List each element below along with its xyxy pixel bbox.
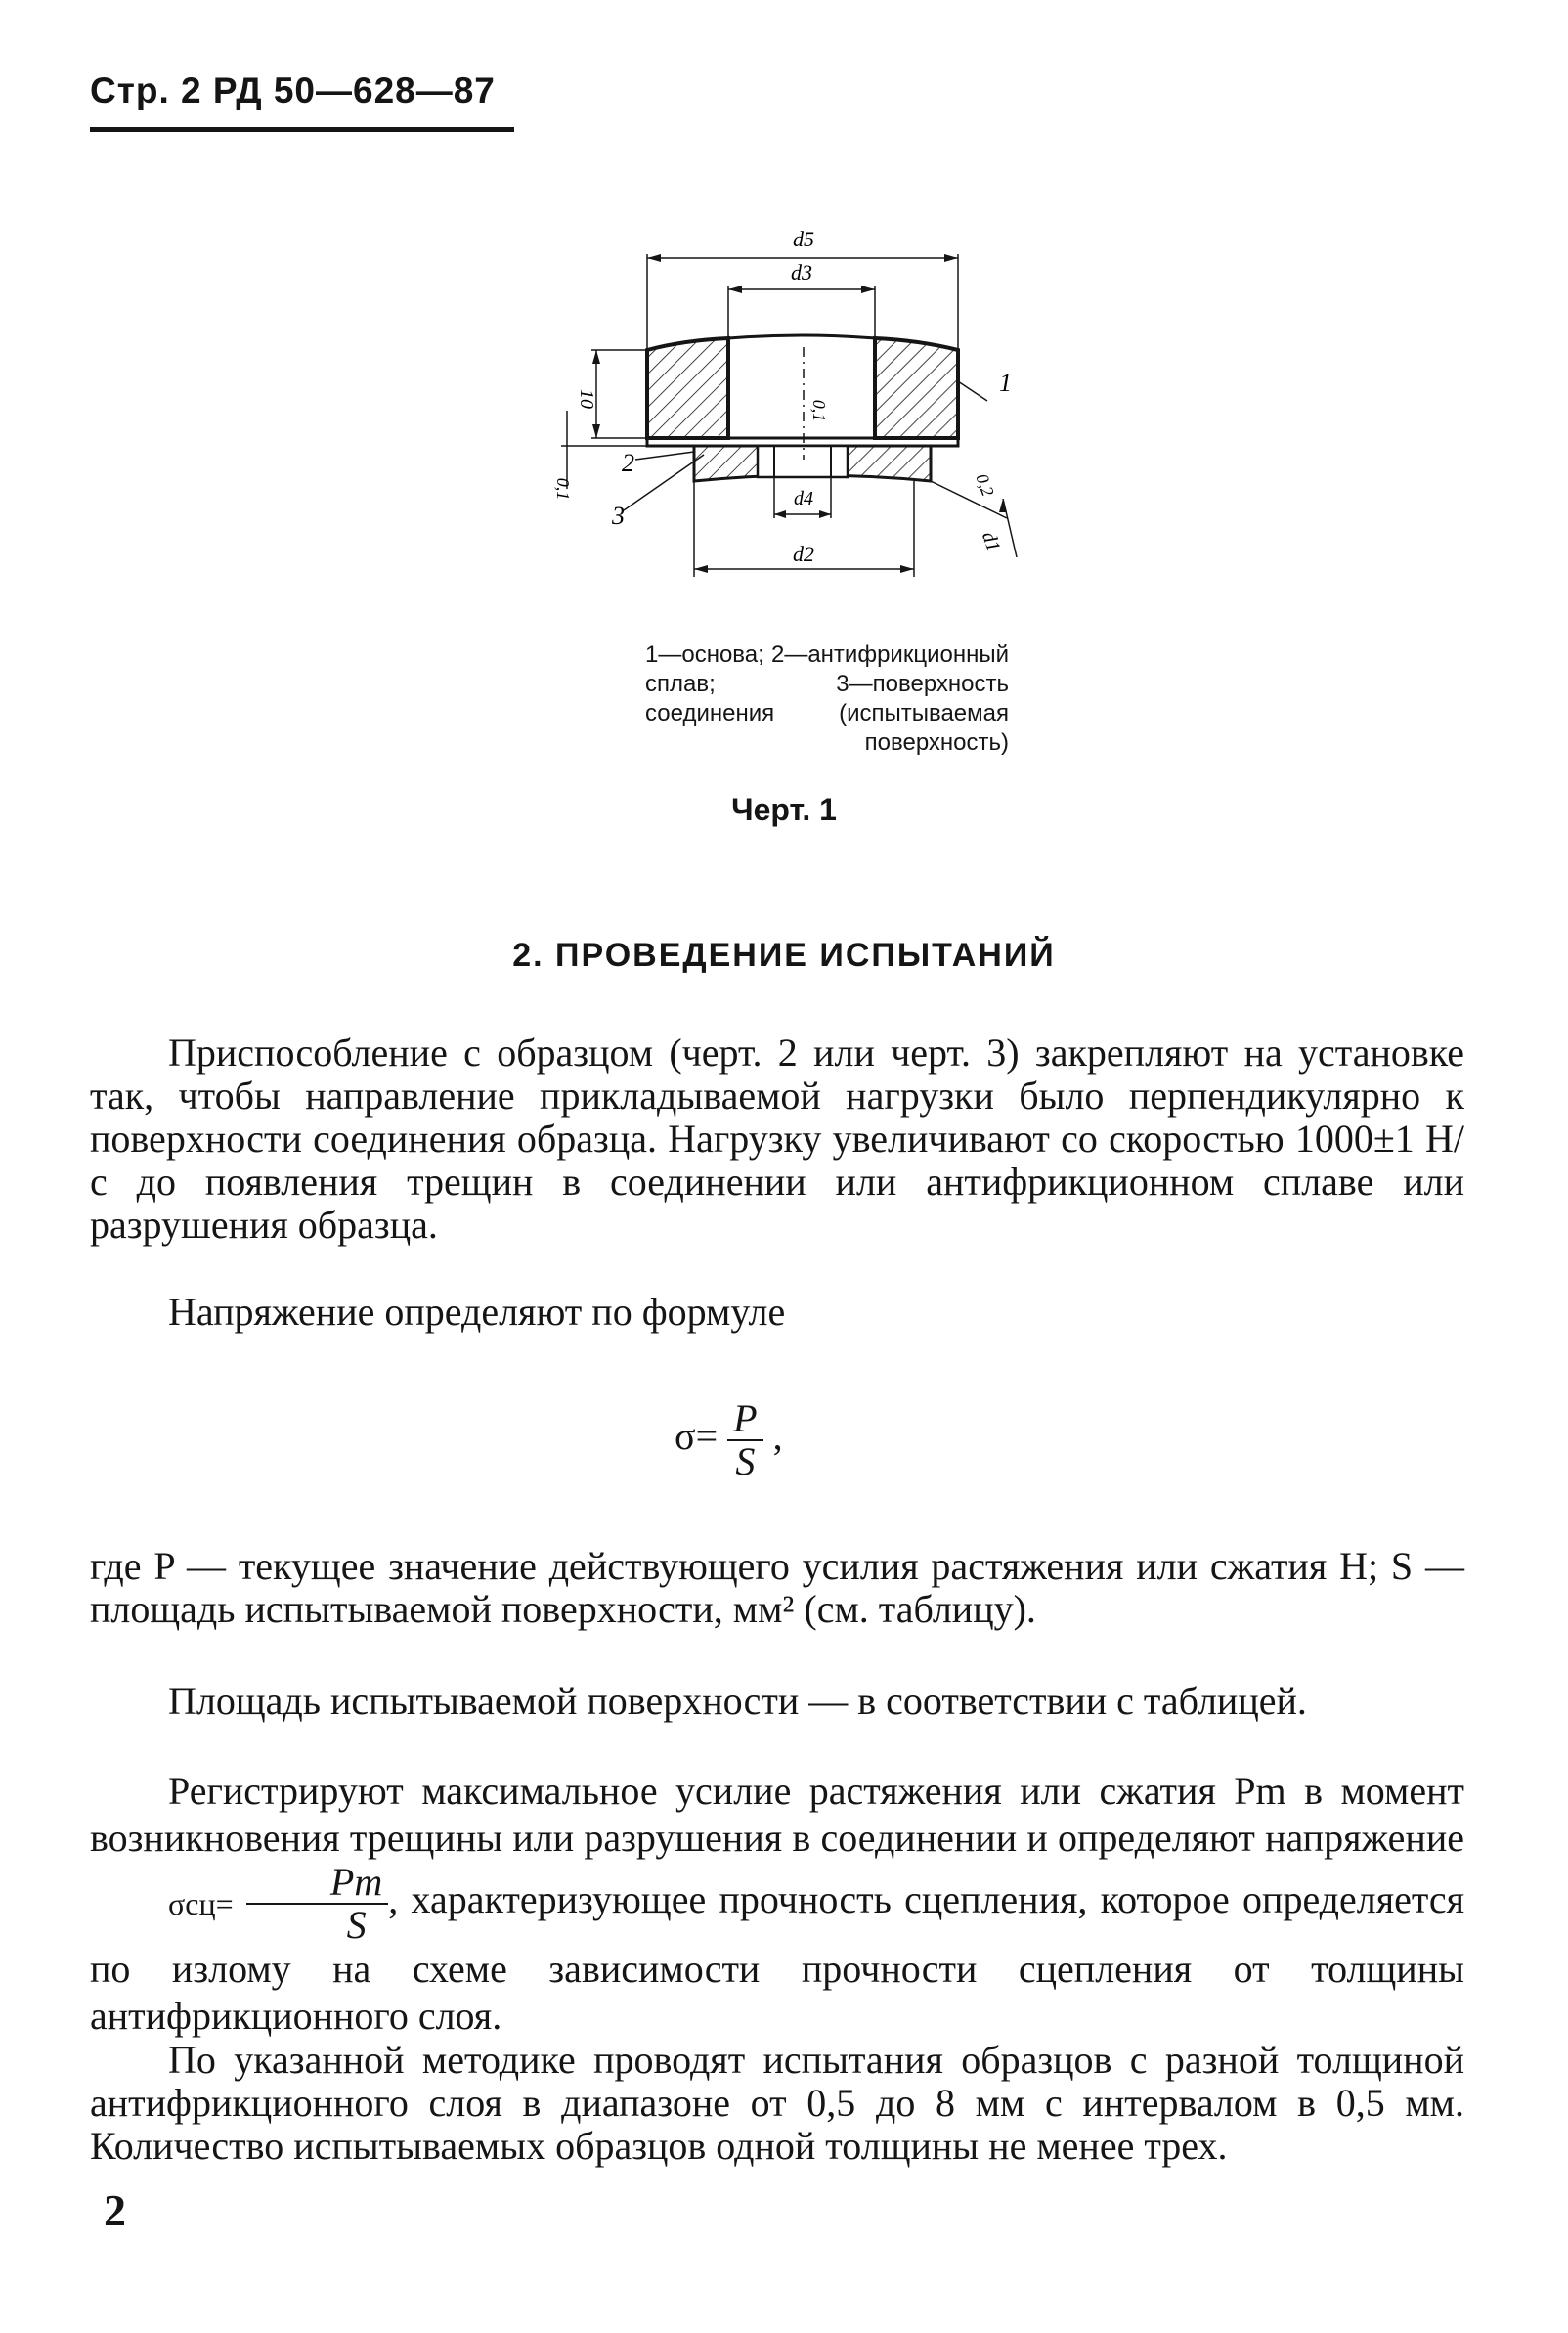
paragraph-2 [90,1291,1464,1334]
paragraph-3-text: где P — текущее значение действующего усилия растяжения или сжатия H; S — площадь испытываемой поверхности, мм² (см. таблицу). [90,1544,1464,1631]
formula-fraction [727,1398,762,1482]
base-body-left [647,338,728,438]
paragraph-1 [90,1032,1464,1247]
formula-numerator: P [727,1398,762,1441]
paragraph-5-text-a: Регистрируют максимальное усилие растяжения или сжатия Pm в момент возникновения трещины или разрушения в соединении и определяют напряжение [90,1769,1464,1860]
figure-number: Черт. 1 [731,792,837,827]
formula-sc-numerator: Pm [246,1862,388,1905]
paragraph-5 [90,1768,1464,2040]
dim-d2: d2 [793,542,814,566]
paragraph-1-text: Приспособление с образцом (черт. 2 или черт. 3) закрепляют на установке так, чтобы направление прикладываемой нагрузки было перпендикулярно к поверхности соединения образца. Нагрузку увеличивают со скоростью 1000±1 Н/с до появления трещин в соединении или антифрикционном сплаве или разрушения образца. [90,1031,1464,1247]
paragraph-5-text-b: , характеризующее прочность сцепления, которое определяется по излому на схеме зависимости прочности сцепления от толщины антифрикционного слоя. [90,1877,1465,2038]
callout-3: 3 [612,502,625,530]
base-body-right [875,338,958,438]
header-rule [90,127,514,132]
formula-sigma-sc [90,1880,234,1927]
formula-denominator: S [735,1439,756,1483]
formula-sc-fraction [246,1862,388,1946]
paragraph-4-text: Площадь испытываемой поверхности — в соответствии с таблицей. [168,1679,1307,1723]
paragraph-6-text: По указанной методике проводят испытания образцов с разной толщиной антифрикционного слоя в диапазоне от 0,5 до 8 мм с интервалом в 0,5 мм. Количество испытываемых образцов одной толщины не менее трех. [90,2038,1464,2168]
figure-caption: 1—основа; 2—антифрикционный сплав; 3—поверхность соединения (испытываемая поверхность) [645,641,1009,756]
paragraph-6 [90,2039,1464,2168]
paragraph-2-text: Напряжение определяют по формуле [168,1290,786,1334]
page-number: 2 [104,2185,126,2235]
dim-h01-left: 0,1 [553,477,573,501]
formula-lhs: σ= [675,1414,719,1459]
page-header: Стр. 2 РД 50—628—87 [90,70,496,110]
formula-tail: , [772,1414,783,1459]
dim-r02: 0,2 [972,470,998,499]
dim-d5: d5 [793,227,814,251]
callout-1: 1 [999,369,1012,397]
formula-sc-denominator: S [346,1903,367,1947]
callout-2: 2 [622,449,634,477]
paragraph-3 [90,1545,1464,1631]
dim-h10: 10 [576,389,597,409]
dim-h01-centre: 0,1 [809,399,829,422]
technical-drawing [547,225,1056,596]
dim-d4: d4 [794,488,813,509]
paragraph-4 [90,1680,1464,1723]
dim-d3: d3 [791,260,812,285]
formula-sc-lhs: σсц= [168,1886,234,1921]
section-title: 2. ПРОВЕДЕНИЕ ИСПЫТАНИЙ [512,937,1056,974]
dim-d1: d1 [977,528,1005,555]
formula-sigma [675,1398,909,1506]
